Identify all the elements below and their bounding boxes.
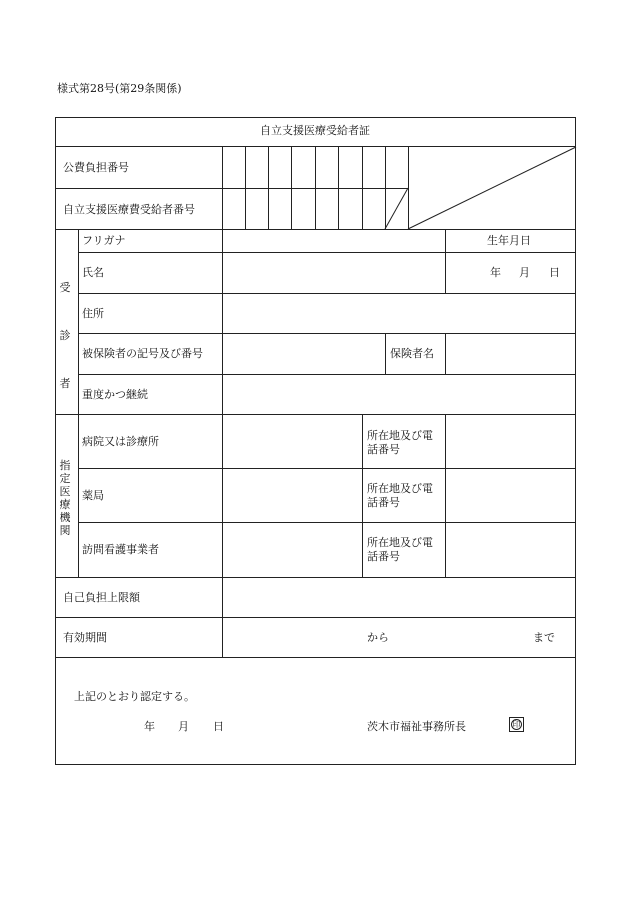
birthdate-label: 生年月日 xyxy=(487,234,531,247)
issuer-name: 茨木市福祉事務所長 xyxy=(367,720,466,733)
copay-limit-label: 自己負担上限額 xyxy=(63,591,140,604)
furigana-field[interactable] xyxy=(223,230,444,251)
validity-until: まで xyxy=(533,631,555,644)
validity-start-field[interactable] xyxy=(223,618,363,656)
hospital-location-label-1: 所在地及び電 xyxy=(367,429,433,442)
copay-limit-field[interactable] xyxy=(223,578,575,616)
insurer-name-label: 保険者名 xyxy=(390,347,434,360)
severe-continuous-field[interactable] xyxy=(223,375,575,414)
recipient-number-label: 自立支援医療費受給者番号 xyxy=(63,203,195,216)
name-field[interactable] xyxy=(223,253,444,292)
issue-year: 年 xyxy=(144,720,155,733)
pharmacy-name-field[interactable] xyxy=(223,469,361,521)
nursing-label: 訪問看護事業者 xyxy=(82,543,159,556)
nursing-location-field[interactable] xyxy=(446,523,575,576)
birth-month: 月 xyxy=(519,266,530,279)
insurer-name-field[interactable] xyxy=(446,334,575,373)
nursing-name-field[interactable] xyxy=(223,523,361,576)
certificate-title: 自立支援医療受給者証 xyxy=(260,124,370,137)
hospital-name-field[interactable] xyxy=(223,415,361,467)
issue-day: 日 xyxy=(213,720,224,733)
birth-year: 年 xyxy=(490,266,501,279)
pharmacy-location-field[interactable] xyxy=(446,469,575,521)
facility-group-label: 指 定 医 療 機 関 xyxy=(59,459,71,537)
insured-id-field[interactable] xyxy=(223,334,384,373)
certification-text: 上記のとおり認定する。 xyxy=(74,690,195,703)
seal-mark-glyph: 印 xyxy=(512,720,521,729)
address-field[interactable] xyxy=(223,294,575,333)
hospital-location-field[interactable] xyxy=(446,415,575,467)
nursing-location-label-1: 所在地及び電 xyxy=(367,536,433,549)
insured-id-label: 被保険者の記号及び番号 xyxy=(82,347,203,360)
severe-continuous-label: 重度かつ継続 xyxy=(82,388,148,401)
issue-month: 月 xyxy=(178,720,189,733)
recipient-group-label: 受 診 者 xyxy=(59,281,71,390)
seal-mark xyxy=(509,717,524,732)
pharmacy-location-label-1: 所在地及び電 xyxy=(367,482,433,495)
hospital-location-label-2: 話番号 xyxy=(367,443,400,456)
nursing-location-label-2: 話番号 xyxy=(367,550,400,563)
furigana-label: フリガナ xyxy=(82,234,126,247)
form-number: 様式第28号(第29条関係) xyxy=(57,82,182,95)
name-label: 氏名 xyxy=(82,266,104,279)
hospital-label: 病院又は診療所 xyxy=(82,435,159,448)
validity-label: 有効期間 xyxy=(63,631,107,644)
pharmacy-location-label-2: 話番号 xyxy=(367,496,400,509)
public-payer-number-label: 公費負担番号 xyxy=(63,161,129,174)
address-label: 住所 xyxy=(82,307,104,320)
pharmacy-label: 薬局 xyxy=(82,489,104,502)
validity-end-field[interactable] xyxy=(395,618,530,656)
validity-from: から xyxy=(367,631,389,644)
birth-day: 日 xyxy=(549,266,560,279)
